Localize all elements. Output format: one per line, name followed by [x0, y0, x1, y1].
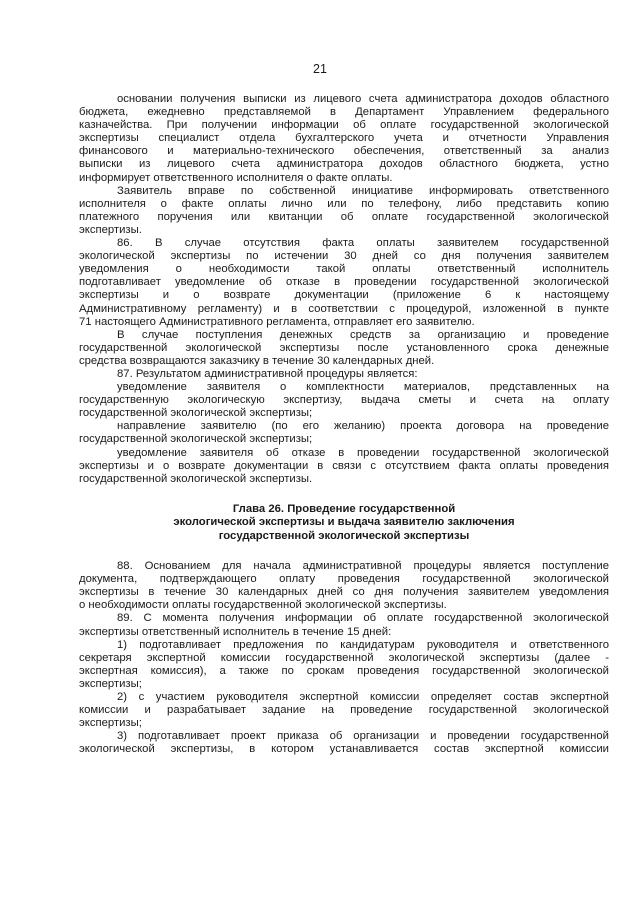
paragraph [79, 420, 609, 446]
text-line: 87. Результатом административной процедуры является: [117, 367, 418, 380]
text-line: экспертизы и о возврате документации (приложение 6 к настоящему [79, 289, 609, 302]
paragraph [79, 381, 609, 420]
text-line: секретаря экспертной комиссии государственной экологической экспертизы (далее - [79, 651, 609, 664]
paragraph [79, 447, 609, 486]
text-line: экспертизы. [79, 223, 142, 236]
text-line: экспертизы и о возврате документации в связи с отсутствием факта оплаты проведения [79, 459, 609, 472]
text-line: экспертизы; [79, 677, 142, 690]
text-line: 88. Основанием для начала административной процедуры является поступление [117, 560, 609, 573]
heading-line: экологической экспертизы и выдача заявителю заключения [173, 516, 515, 529]
text-line: информирует ответственного исполнителя о факте оплаты. [79, 171, 393, 184]
text-line: документа, подтверждающего оплату проведения государственной экологической [79, 573, 609, 586]
paragraph [79, 730, 609, 756]
text-line: экологической экспертизы, в котором устанавливается состав экспертной комиссии [79, 743, 609, 756]
text-line: средства возвращаются заказчику в течение 30 календарных дней. [79, 354, 435, 367]
paragraph [79, 329, 609, 368]
text-line: государственной экологической экспертизы; [79, 407, 313, 420]
text-line: экспертизы специалист отдела бухгалтерского учета и отчетности Управления [79, 132, 609, 145]
text-line: Административному регламенту) и в соответствии с процедурой, изложенной в пункте [79, 302, 609, 315]
text-line: В случае поступления денежных средств за организацию и проведение [117, 328, 609, 341]
text-line: подготавливает уведомление об отказе в проведении государственной экологической [79, 276, 609, 289]
text-line: основании получения выписки из лицевого счета администратора доходов областного [117, 93, 609, 105]
paragraph [79, 639, 609, 691]
text-line: уведомления о необходимости такой оплаты ответственный исполнитель [79, 263, 609, 276]
text-line: государственную экологическую экспертизу, выдача сметы и счета на оплату [79, 394, 609, 407]
paragraph [79, 612, 609, 638]
text-line: казначейства. При получении информации об оплате государственной экологической [79, 119, 609, 132]
page-number: 21 [313, 62, 327, 76]
text-line: Заявитель вправе по собственной инициативе информировать ответственного [117, 184, 609, 197]
text-line: комиссии и разрабатывает задание на проведение государственной экологической [79, 704, 609, 717]
text-line: финансового и материально-технического обеспечения, ответственный за анализ [79, 145, 609, 158]
text-line: выписки из лицевого счета администратора доходов областного бюджета, устно [79, 158, 609, 171]
text-line: платежного поручения или квитанции об оплате государственной экологической [79, 210, 609, 223]
text-line: государственной экологической экспертизы. [79, 472, 313, 485]
text-line: экспертная комиссия), а также по срокам проведения государственной экологической [79, 664, 609, 677]
text-line: бюджета, ежедневно представляемой в Департамент Управлением федерального [79, 106, 609, 119]
text-line: 3) подготавливает проект приказа об организации и проведении государственной [117, 730, 609, 743]
text-line: экспертизы; [79, 717, 142, 730]
paragraph [79, 560, 609, 612]
text-line: экспертизы в течение 30 календарных дней со дня получения заявителем уведомления [79, 586, 609, 599]
text-line: государственной экологической экспертизы после установленного срока денежные [79, 341, 609, 354]
text-line: 86. В случае отсутствия факта оплаты заявителем государственной [117, 237, 609, 250]
document-body [79, 93, 609, 757]
paragraph [79, 237, 609, 329]
text-line: уведомление заявителя об отказе в проведении государственной экологической [117, 446, 609, 459]
text-line: уведомление заявителя о комплектности материалов, представленных на [117, 381, 609, 394]
text-line: о необходимости оплаты государственной экологической экспертизы. [79, 599, 447, 612]
text-line: экспертизы ответственный исполнитель в течение 15 дней: [79, 625, 392, 638]
text-line: 2) с участием руководителя экспертной комиссии определяет состав экспертной [117, 691, 609, 704]
paragraph [79, 185, 609, 237]
paragraph [79, 368, 609, 381]
text-line: экологической экспертизы по истечении 30 дней со дня получения заявителем [79, 250, 609, 263]
text-line: 1) подготавливает предложения по кандидатурам руководителя и ответственного [117, 638, 609, 651]
text-line: направление заявителю (по его желанию) проекта договора на проведение [117, 420, 609, 433]
text-line: 71 настоящего Административного регламента, отправляет его заявителю. [79, 315, 475, 328]
heading-line: Глава 26. Проведение государственной [232, 503, 456, 516]
paragraph [79, 691, 609, 730]
chapter-heading [79, 503, 609, 542]
heading-line: государственной экологической экспертизы [218, 529, 470, 542]
text-line: 89. С момента получения информации об оплате государственной экологической [117, 612, 609, 625]
paragraph [79, 93, 609, 185]
text-line: государственной экологической экспертизы; [79, 433, 313, 446]
text-line: исполнителя о факте оплаты лично или по телефону, либо представить копию [79, 197, 609, 210]
